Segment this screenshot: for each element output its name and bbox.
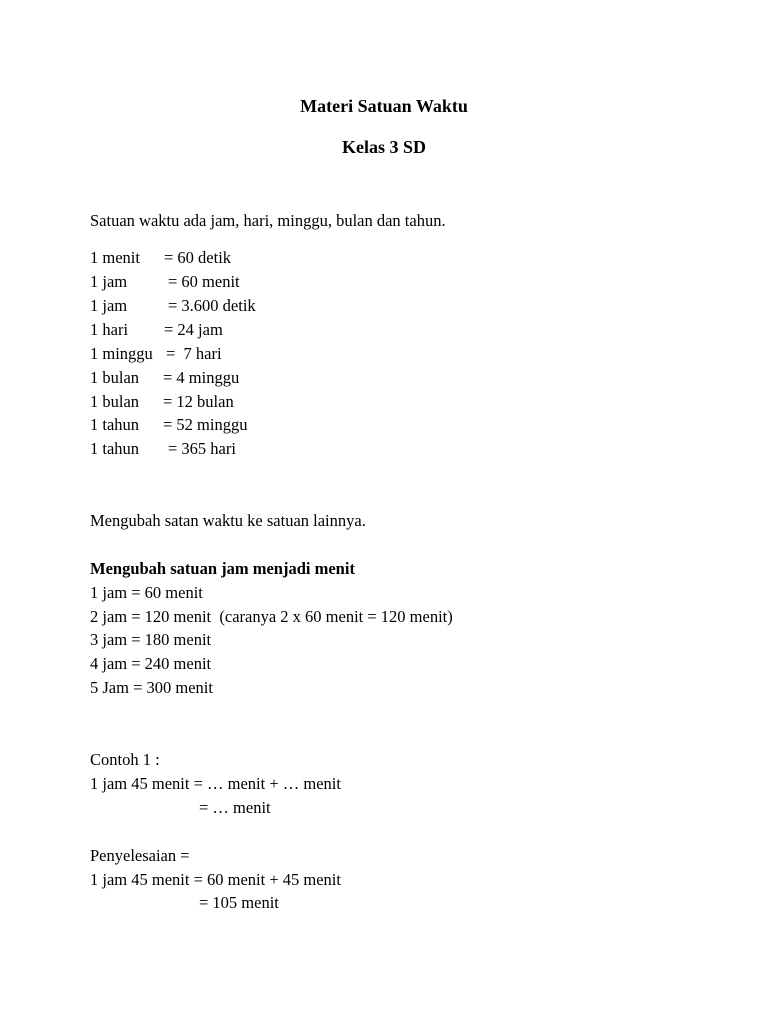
conversion-row [90, 247, 232, 269]
solution-line: = 105 menit [199, 893, 279, 912]
conversion-unit: 1 tahun [90, 415, 140, 434]
conversion-row [90, 271, 240, 293]
solution-label: Penyelesaian = [90, 846, 190, 865]
section-intro-text: Mengubah satan waktu ke satuan lainnya. [90, 511, 366, 530]
hour-example-line: 5 Jam = 300 menit [90, 678, 213, 697]
conversion-unit: 1 bulan [90, 368, 140, 387]
conversion-value: = 24 jam [164, 320, 223, 339]
conversion-row [90, 367, 240, 389]
conversion-row [90, 391, 234, 413]
conversion-value: = 60 detik [164, 248, 232, 267]
conversion-row [90, 343, 222, 365]
document-subtitle: Kelas 3 SD [341, 137, 426, 157]
conversion-unit: 1 jam [90, 296, 128, 315]
conversion-value: = 365 hari [168, 439, 236, 458]
hour-example-line: 2 jam = 120 menit (caranya 2 x 60 menit = 120 menit) [90, 607, 453, 626]
conversion-unit: 1 tahun [90, 439, 140, 458]
conversion-unit: 1 bulan [90, 392, 140, 411]
conversion-unit: 1 jam [90, 272, 128, 291]
example-line: 1 jam 45 menit = … menit + … menit [90, 774, 341, 793]
conversion-row [90, 319, 223, 341]
conversion-unit: 1 menit [90, 248, 140, 267]
conversion-value: = 3.600 detik [168, 296, 256, 315]
conversion-unit: 1 minggu [90, 344, 153, 363]
conversion-value: = 52 minggu [163, 415, 248, 434]
solution-line: 1 jam 45 menit = 60 menit + 45 menit [90, 870, 341, 889]
conversion-unit: 1 hari [90, 320, 129, 339]
document-title: Materi Satuan Waktu [300, 96, 468, 116]
section-heading: Mengubah satuan jam menjadi menit [90, 559, 355, 578]
conversion-value: = 60 menit [168, 272, 240, 291]
conversion-row [90, 414, 248, 436]
conversion-row [90, 295, 256, 317]
hour-example-line: 1 jam = 60 menit [90, 583, 203, 602]
conversion-value: = 7 hari [166, 344, 222, 363]
example-label: Contoh 1 : [90, 750, 160, 769]
conversion-value: = 12 bulan [163, 392, 234, 411]
hour-example-line: 4 jam = 240 menit [90, 654, 212, 673]
conversion-row [90, 438, 236, 460]
conversion-value: = 4 minggu [163, 368, 240, 387]
hour-example-line: 3 jam = 180 menit [90, 630, 212, 649]
intro-text: Satuan waktu ada jam, hari, minggu, bulan dan tahun. [90, 211, 446, 230]
example-line: = … menit [199, 798, 271, 817]
